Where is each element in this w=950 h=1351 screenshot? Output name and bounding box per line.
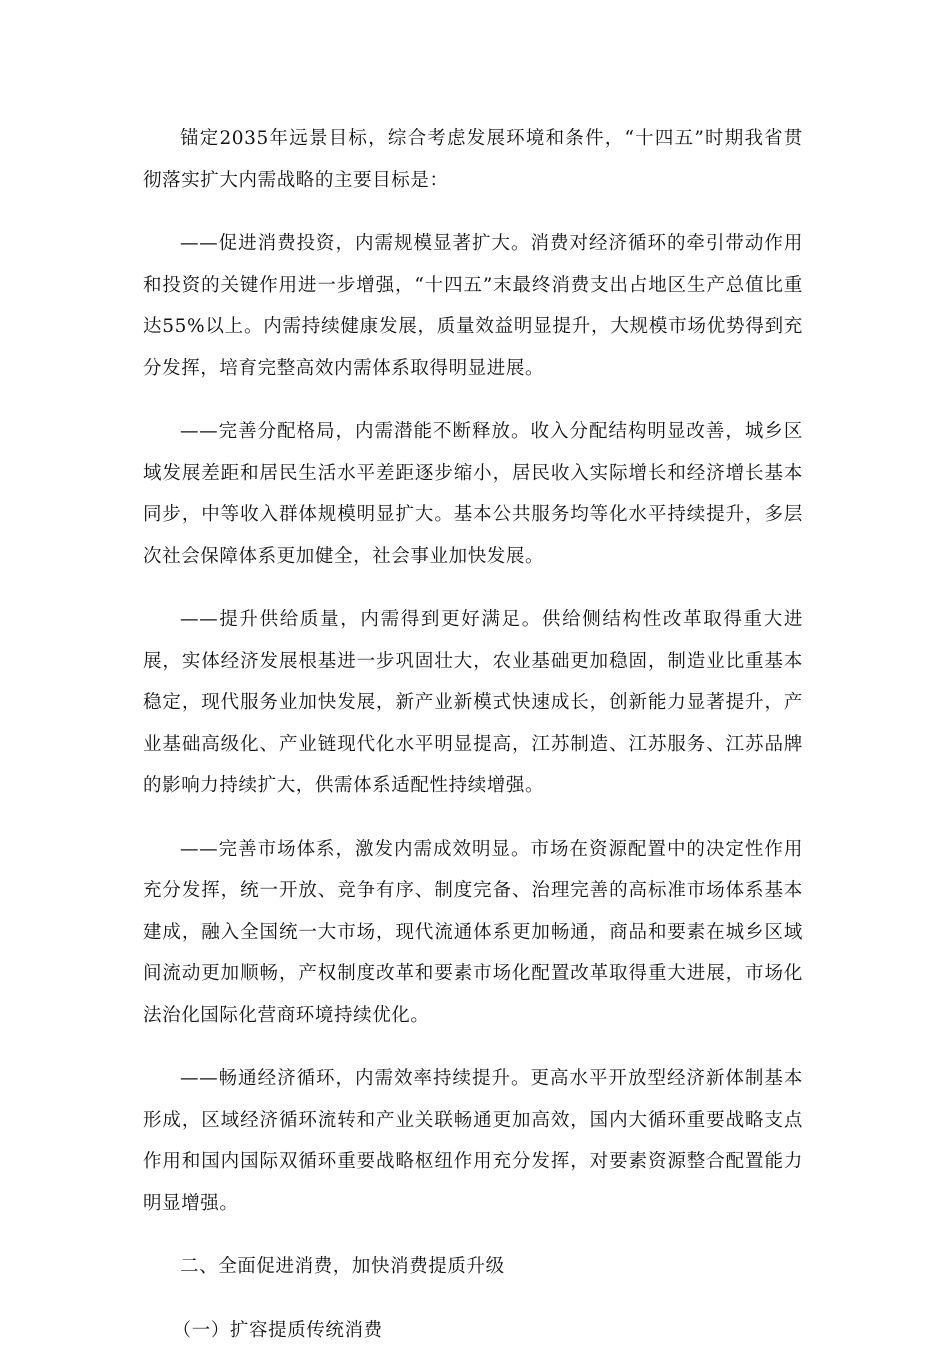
document-body [143,118,803,1351]
paragraph-distribution-pattern: ——完善分配格局，内需潜能不断释放。收入分配结构明显改善，城乡区域发展差距和居民生活水平差距逐步缩小，居民收入实际增长和经济增长基本同步，中等收入群体规模明显扩大。基本公共服务均等化水平持续提升，多层次社会保障体系更加健全，社会事业加快发展。 [143,411,803,577]
subsection-heading: （一）扩容提质传统消费 [143,1310,803,1351]
paragraph-economic-circulation: ——畅通经济循环，内需效率持续提升。更高水平开放型经济新体制基本形成，区域经济循环流转和产业关联畅通更加高效，国内大循环重要战略支点作用和国内国际双循环重要战略枢纽作用充分发挥，对要素资源整合配置能力明显增强。 [143,1058,803,1224]
paragraph-main-goals-intro: 锚定2035年远景目标，综合考虑发展环境和条件，“十四五”时期我省贯彻落实扩大内需战略的主要目标是： [143,118,803,201]
paragraph-consumption-investment: ——促进消费投资，内需规模显著扩大。消费对经济循环的牵引带动作用和投资的关键作用进一步增强，“十四五”末最终消费支出占地区生产总值比重达55%以上。内需持续健康发展，质量效益明显提升，大规模市场优势得到充分发挥，培育完整高效内需体系取得明显进展。 [143,223,803,389]
paragraph-supply-quality: ——提升供给质量，内需得到更好满足。供给侧结构性改革取得重大进展，实体经济发展根基进一步巩固壮大，农业基础更加稳固，制造业比重基本稳定，现代服务业加快发展，新产业新模式快速成长，创新能力显著提升，产业基础高级化、产业链现代化水平明显提高，江苏制造、江苏服务、江苏品牌的影响力持续扩大，供需体系适配性持续增强。 [143,599,803,807]
section-heading: 二、全面促进消费，加快消费提质升级 [143,1246,803,1288]
paragraph-market-system: ——完善市场体系，激发内需成效明显。市场在资源配置中的决定性作用充分发挥，统一开放、竞争有序、制度完备、治理完善的高标准市场体系基本建成，融入全国统一大市场，现代流通体系更加畅通，商品和要素在城乡区域间流动更加顺畅，产权制度改革和要素市场化配置改革取得重大进展，市场化法治化国际化营商环境持续优化。 [143,829,803,1037]
